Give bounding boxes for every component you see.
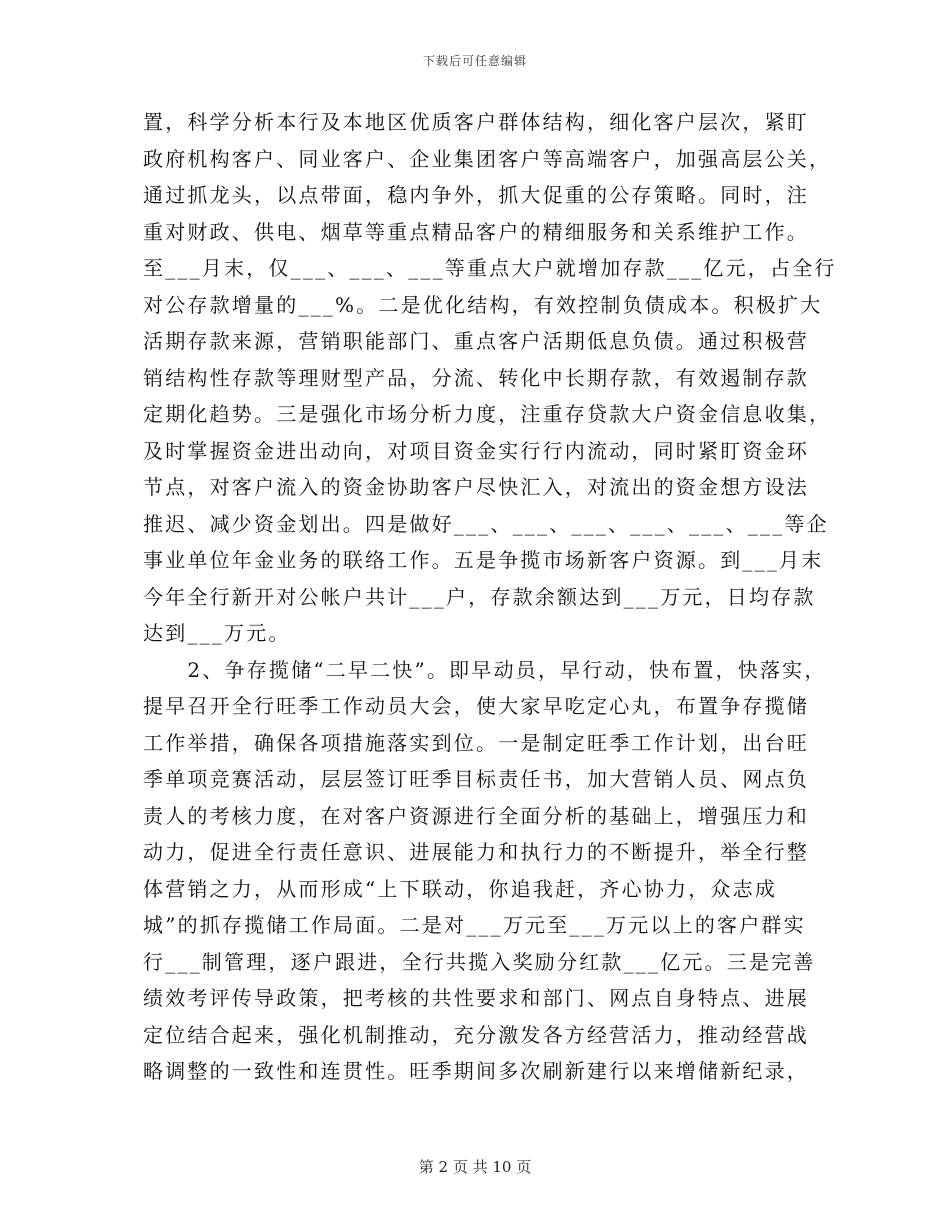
text-line: 推迟、减少资金划出。四是做好___、___、___、___、___、___等企 (143, 511, 829, 536)
text-line: 责人的考核力度，在对客户资源进行全面分析的基础上，增强压力和 (143, 803, 809, 828)
text-line: 定位结合起来，强化机制推动，充分激发各方经营活力，推动经营战 (143, 1022, 809, 1047)
text-line: 重对财政、供电、烟草等重点精品客户的精细服务和关系维护工作。 (143, 219, 809, 244)
text-line: 工作举措，确保各项措施落实到位。一是制定旺季工作计划，出台旺 (143, 730, 809, 755)
text-line: 城”的抓存揽储工作局面。二是对___万元至___万元以上的客户群实 (143, 913, 806, 937)
text-line: 今年全行新开对公帐户共计___户，存款余额达到___万元，日均存款 (143, 584, 816, 609)
page-number: 第 2 页 共 10 页 (418, 1158, 532, 1176)
text-line: 季单项竞赛活动，层层签订旺季目标责任书，加大营销人员、网点负 (143, 767, 809, 791)
text-line: 对公存款增量的___%。二是优化结构，有效控制负债成本。积极扩大 (143, 292, 823, 317)
text-line: 销结构性存款等理财型产品，分流、转化中长期存款，有效遏制存款 (143, 365, 809, 390)
text-line: 达到___万元。 (143, 621, 291, 645)
text-line: 略调整的一致性和连贯性。旺季期间多次刷新建行以来增储新纪录， (143, 1059, 809, 1083)
text-line: 绩效考评传导政策，把考核的共性要求和部门、网点自身特点、进展 (143, 986, 809, 1010)
text-line: 政府机构客户、同业客户、企业集团客户等高端客户，加强高层公关， (143, 146, 832, 171)
document-body (143, 104, 837, 1090)
text-line: 行___制管理，逐户跟进，全行共揽入奖励分红款___亿元。三是完善 (143, 949, 816, 974)
page-header: 下载后可任意编辑 (422, 54, 527, 68)
text-line: 活期存款来源，营销职能部门、重点客户活期低息负债。通过积极营 (143, 329, 809, 353)
text-line: 定期化趋势。三是强化市场分析力度，注重存贷款大户资金信息收集， (143, 402, 832, 426)
text-line: 及时掌握资金进出动向，对项目资金实行行内流动，同时紧盯资金环 (143, 438, 809, 463)
text-line: 通过抓龙头，以点带面，稳内争外，抓大促重的公存策略。同时，注 (143, 183, 809, 207)
text-line: 提早召开全行旺季工作动员大会，使大家早吃定心丸，布置争存揽储 (143, 694, 809, 718)
text-line: 事业单位年金业务的联络工作。五是争揽市场新客户资源。到___月末 (143, 548, 824, 572)
text-line: 节点，对客户流入的资金协助客户尽快汇入，对流出的资金想方设法 (143, 475, 809, 499)
text-line: 至___月末，仅___、___、___等重点大户就增加存款___亿元，占全行 (143, 256, 837, 280)
text-line: 动力，促进全行责任意识、进展能力和执行力的不断提升，举全行整 (143, 840, 809, 864)
text-line: 体营销之力，从而形成“上下联动，你追我赶，齐心协力，众志成 (143, 876, 778, 901)
text-line: 2、争存揽储“二早二快”。即早动员，早行动，快布置，快落实， (143, 657, 827, 682)
text-line: 置，科学分析本行及本地区优质客户群体结构，细化客户层次，紧盯 (143, 110, 809, 134)
